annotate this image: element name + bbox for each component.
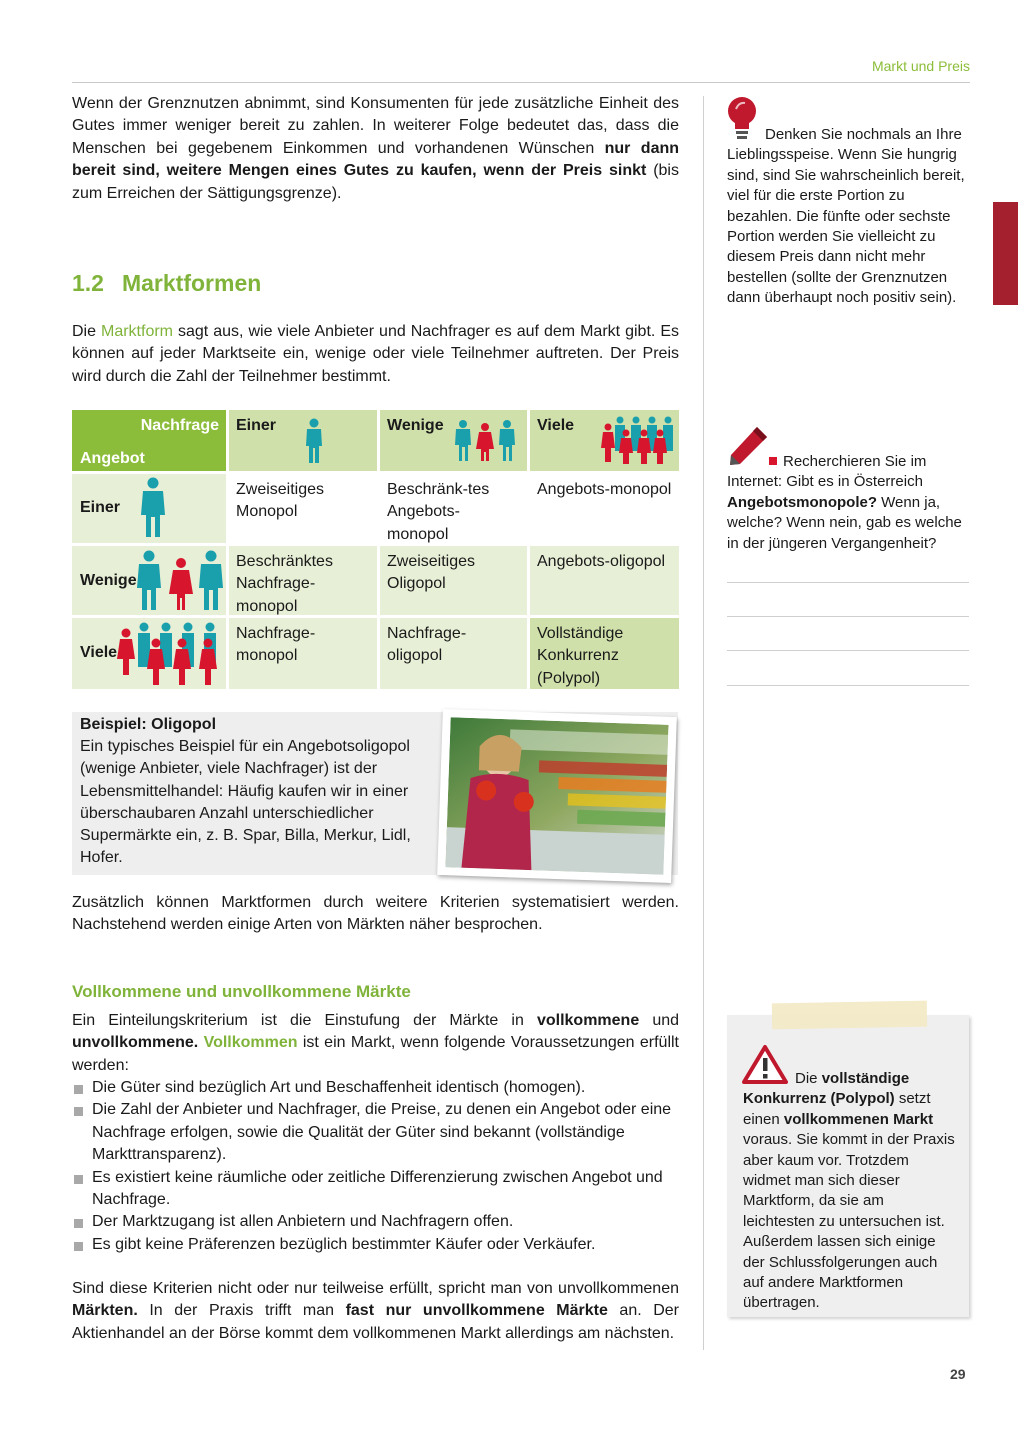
col-header-wenige: Wenige (380, 410, 527, 471)
answer-line[interactable] (727, 616, 969, 617)
example-text-block (80, 714, 432, 869)
answer-line[interactable] (727, 582, 969, 583)
market-form-table (72, 410, 679, 689)
table-cell: Nachfrage-monopol (229, 618, 377, 689)
example-text: Ein typisches Beispiel für ein Angebotsoligopol (wenige Anbieter, viele Nachfrager) ist der Lebensmittelhandel: Häufig kaufen wir in einer überschaubaren Anzahl unterschiedlicher Supermärkte ein, z. B. Spar, Billa, Merkur, Lidl, Hofer. (80, 738, 411, 867)
corner-nachfrage: Nachfrage (140, 417, 219, 434)
answer-line[interactable] (727, 685, 969, 686)
intro-paragraph: Wenn der Grenznutzen abnimmt, sind Konsumenten für jede zusätzliche Einheit des Gutes immer weniger bereit zu zahlen. In weiterer Folge bedeutet das, dass die Menschen bei gegebenem Einkommen und vorhandenen Wünschen nur dann bereit sind, weitere Mengen eines Gutes zu kaufen, wenn der Preis sinkt (bis zum Erreichen der Sättigungsgrenze). (72, 95, 680, 202)
row-header-viele: Viele (72, 618, 226, 689)
table-cell: Nachfrage-oligopol (380, 618, 527, 689)
people-many-icon (116, 621, 226, 687)
after-example-paragraph: Zusätzlich können Marktformen durch weitere Kriterien systematisiert werden. Nachstehend werden einige Arten von Märkten näher besprochen. (72, 894, 679, 934)
header-rule (72, 82, 970, 83)
running-header: Markt und Preis (871, 58, 970, 74)
closing-paragraph: Sind diese Kriterien nicht oder nur teilweise erfüllt, spricht man von unvollkommenen Märkten. In der Praxis trifft man fast nur unvollkommene Märkte an. Der Aktienhandel an der Börse kommt dem vollkommenen Markt allerdings am nächsten. (72, 1280, 680, 1342)
corner-angebot: Angebot (80, 449, 145, 467)
section-number: 1.2 (72, 270, 104, 296)
people-few-icon (136, 550, 224, 612)
table-cell: Zweiseitiges Monopol (229, 474, 377, 543)
task-marker (769, 457, 777, 465)
list-item: Die Güter sind bezüglich Art und Beschaffenheit identisch (homogen). (72, 1077, 679, 1099)
table-cell: Vollständige Konkurrenz (Polypol) (530, 618, 679, 689)
person-icon (140, 477, 166, 539)
answer-line[interactable] (727, 650, 969, 651)
chapter-tab (993, 202, 1018, 305)
table-cell: Angebots-monopol (530, 474, 679, 543)
kriterium-paragraph: Ein Einteilungskriterium ist die Einstufung der Märkte in vollkommene und unvollkommene. Vollkommen ist ein Markt, wenn folgende Voraussetzungen erfüllt werden: (72, 1012, 680, 1074)
people-many-icon (600, 415, 676, 465)
section-title: Marktformen (121, 270, 262, 296)
table-cell: Angebots-oligopol (530, 546, 679, 615)
supermarket-photo (445, 717, 668, 875)
table-cell: Beschränk-tes Angebots-monopol (380, 474, 527, 543)
think-note: Denken Sie nochmals an Ihre Lieblingsspeise. Wenn Sie hungrig sind, sind Sie wahrscheinlich bereit, viel für die erste Portion zu bezahlen. Die fünfte oder sechste Portion werden Sie vielleicht zu diesem Preis dann nicht mehr bestellen (sollte der Grenznutzen dann überhaupt noch positiv sein). (727, 126, 965, 307)
page-number: 29 (950, 1366, 966, 1382)
example-title: Beispiel: Oligopol (80, 716, 217, 733)
list-item: Es existiert keine räumliche oder zeitliche Differenzierung zwischen Angebot und Nachfrage. (72, 1167, 679, 1212)
research-task: Recherchieren Sie im Internet: Gibt es in Österreich Angebotsmonopole? Wenn ja, welche? Wenn nein, gab es welche in der jüngeren Vergangenheit? (727, 453, 962, 552)
row-header-einer: Einer (72, 474, 226, 543)
column-divider (703, 96, 704, 1350)
marktform-paragraph: Die Marktform sagt aus, wie viele Anbieter und Nachfrager es auf dem Markt gibt. Es können auf jeder Marktseite ein, wenige oder viele Teilnehmer auftreten. Der Preis wird durch die Zahl der Teilnehmer bestimmt. (72, 323, 680, 385)
row-header-wenige: Wenige (72, 546, 226, 615)
person-icon (304, 418, 324, 464)
list-item: Es gibt keine Präferenzen bezüglich bestimmter Käufer oder Verkäufer. (72, 1234, 679, 1256)
criteria-list (72, 1077, 679, 1256)
photo-frame (437, 709, 677, 883)
table-cell: Beschränktes Nachfrage-monopol (229, 546, 377, 615)
people-few-icon (454, 419, 516, 463)
col-header-einer: Einer (229, 410, 377, 471)
col-header-viele: Viele (530, 410, 679, 471)
list-item: Der Marktzugang ist allen Anbietern und Nachfragern offen. (72, 1211, 679, 1233)
table-cell: Zweiseitiges Oligopol (380, 546, 527, 615)
table-corner (72, 410, 226, 471)
subsection-heading: Vollkommene und unvollkommene Märkte (72, 982, 411, 1001)
list-item: Die Zahl der Anbieter und Nachfrager, die Preise, zu denen ein Angebot oder eine Nachfrage erfolgen, sowie die Qualität der Güter sind bekannt (vollständige Markttransparenz). (72, 1099, 679, 1166)
tape-strip (772, 1001, 927, 1030)
section-heading (72, 270, 261, 297)
warning-text: Die vollständige Konkurrenz (Polypol) setzt einen vollkommenen Markt voraus. Sie kommt in der Praxis aber kaum vor. Trotzdem widmet man sich dieser Marktform, da sie am leichtesten zu untersuchen ist. Außerdem lassen sich einige der Schlussfolgerungen auch auf andere Marktformen übertragen. (743, 1070, 955, 1312)
